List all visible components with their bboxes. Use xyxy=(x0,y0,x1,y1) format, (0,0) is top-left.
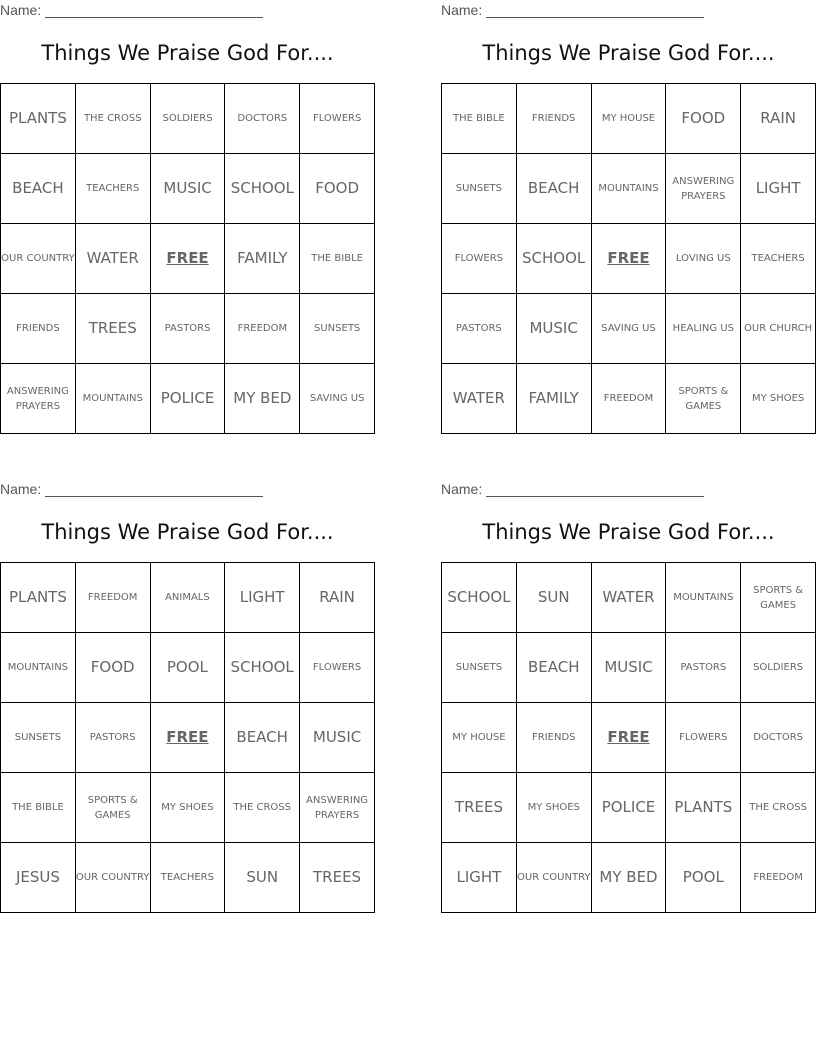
bingo-cell[interactable]: SCHOOL xyxy=(516,224,591,294)
bingo-cell[interactable]: MOUNTAINS xyxy=(666,563,741,633)
bingo-cell[interactable]: DOCTORS xyxy=(225,84,300,154)
bingo-cell[interactable]: ANSWERING PRAYERS xyxy=(300,773,375,843)
bingo-cell[interactable]: PASTORS xyxy=(75,703,150,773)
bingo-cell[interactable]: SCHOOL xyxy=(442,563,517,633)
bingo-cell[interactable]: FOOD xyxy=(300,154,375,224)
bingo-cell[interactable]: LIGHT xyxy=(741,154,816,224)
bingo-cell[interactable]: FAMILY xyxy=(516,364,591,434)
bingo-cell[interactable]: FRIENDS xyxy=(1,294,76,364)
bingo-cell[interactable]: HEALING US xyxy=(666,294,741,364)
bingo-cell[interactable]: OUR COUNTRY xyxy=(75,843,150,913)
name-field[interactable] xyxy=(0,2,263,18)
bingo-cell[interactable]: THE CROSS xyxy=(75,84,150,154)
bingo-cell[interactable]: LOVING US xyxy=(666,224,741,294)
grid-row xyxy=(1,703,375,773)
grid-row xyxy=(1,154,375,224)
bingo-cell[interactable]: DOCTORS xyxy=(741,703,816,773)
grid-row xyxy=(442,154,816,224)
bingo-cell[interactable]: MY SHOES xyxy=(741,364,816,434)
bingo-cell[interactable]: FLOWERS xyxy=(300,84,375,154)
bingo-cell[interactable]: BEACH xyxy=(516,633,591,703)
name-label: Name: xyxy=(441,481,483,497)
bingo-cell[interactable]: MY HOUSE xyxy=(591,84,666,154)
bingo-cell[interactable]: FREEDOM xyxy=(741,843,816,913)
bingo-cell[interactable]: BEACH xyxy=(516,154,591,224)
bingo-cell[interactable]: MY BED xyxy=(225,364,300,434)
bingo-cell[interactable]: TEACHERS xyxy=(75,154,150,224)
bingo-cell[interactable]: FREEDOM xyxy=(591,364,666,434)
bingo-cell[interactable]: ANSWERING PRAYERS xyxy=(1,364,76,434)
bingo-cell[interactable]: THE CROSS xyxy=(741,773,816,843)
bingo-cell[interactable]: OUR COUNTRY xyxy=(516,843,591,913)
name-line[interactable] xyxy=(486,483,704,497)
grid-row xyxy=(1,294,375,364)
name-field[interactable] xyxy=(441,2,704,18)
free-space[interactable]: FREE xyxy=(150,224,225,294)
bingo-cell[interactable]: MOUNTAINS xyxy=(75,364,150,434)
bingo-cell[interactable]: MY SHOES xyxy=(150,773,225,843)
grid-row xyxy=(442,364,816,434)
bingo-cell[interactable]: FLOWERS xyxy=(300,633,375,703)
bingo-cell[interactable]: SUNSETS xyxy=(442,154,517,224)
bingo-cell[interactable]: ANSWERING PRAYERS xyxy=(666,154,741,224)
bingo-cell[interactable]: TREES xyxy=(75,294,150,364)
name-line[interactable] xyxy=(45,4,263,18)
grid-row xyxy=(1,633,375,703)
bingo-cell[interactable]: MUSIC xyxy=(516,294,591,364)
bingo-cell[interactable]: PASTORS xyxy=(666,633,741,703)
bingo-cell[interactable]: THE CROSS xyxy=(225,773,300,843)
bingo-cell[interactable]: WATER xyxy=(75,224,150,294)
bingo-cell[interactable]: SAVING US xyxy=(591,294,666,364)
bingo-cell[interactable]: FRIENDS xyxy=(516,703,591,773)
bingo-cell[interactable]: PASTORS xyxy=(442,294,517,364)
bingo-cell[interactable]: MUSIC xyxy=(300,703,375,773)
grid-row xyxy=(442,703,816,773)
grid-row xyxy=(1,843,375,913)
bingo-cell[interactable]: TEACHERS xyxy=(741,224,816,294)
grid-row xyxy=(1,773,375,843)
bingo-cell[interactable]: POOL xyxy=(666,843,741,913)
free-space[interactable]: FREE xyxy=(591,703,666,773)
bingo-cell[interactable]: ANIMALS xyxy=(150,563,225,633)
grid-row xyxy=(1,364,375,434)
bingo-cell[interactable]: SOLDIERS xyxy=(150,84,225,154)
bingo-cell[interactable]: PLANTS xyxy=(1,84,76,154)
bingo-cell[interactable]: MUSIC xyxy=(591,633,666,703)
bingo-cell[interactable]: SUN xyxy=(225,843,300,913)
bingo-cell[interactable]: MY BED xyxy=(591,843,666,913)
bingo-cell[interactable]: SUN xyxy=(516,563,591,633)
grid-row xyxy=(442,563,816,633)
bingo-grid xyxy=(0,83,375,434)
grid-row xyxy=(442,633,816,703)
bingo-cell[interactable]: OUR COUNTRY xyxy=(1,224,76,294)
bingo-grid xyxy=(441,562,816,913)
bingo-cell[interactable]: JESUS xyxy=(1,843,76,913)
card-title: Things We Praise God For.... xyxy=(482,41,775,65)
bingo-cell[interactable]: POOL xyxy=(150,633,225,703)
bingo-grid xyxy=(441,83,816,434)
grid-row xyxy=(442,84,816,154)
bingo-cell[interactable]: SPORTS & GAMES xyxy=(741,563,816,633)
bingo-cell[interactable]: POLICE xyxy=(591,773,666,843)
bingo-cell[interactable]: THE BIBLE xyxy=(1,773,76,843)
bingo-cell[interactable]: BEACH xyxy=(225,703,300,773)
bingo-cell[interactable]: FOOD xyxy=(666,84,741,154)
bingo-cell[interactable]: PASTORS xyxy=(150,294,225,364)
bingo-cell[interactable]: MOUNTAINS xyxy=(591,154,666,224)
bingo-cell[interactable]: WATER xyxy=(591,563,666,633)
bingo-cell[interactable]: SUNSETS xyxy=(300,294,375,364)
bingo-cell[interactable]: RAIN xyxy=(300,563,375,633)
grid-row xyxy=(1,84,375,154)
bingo-cell[interactable]: TEACHERS xyxy=(150,843,225,913)
bingo-cell[interactable]: FRIENDS xyxy=(516,84,591,154)
bingo-cell[interactable]: SUNSETS xyxy=(1,703,76,773)
bingo-cell[interactable]: THE BIBLE xyxy=(442,84,517,154)
bingo-cell[interactable]: SAVING US xyxy=(300,364,375,434)
bingo-cell[interactable]: SUNSETS xyxy=(442,633,517,703)
name-line[interactable] xyxy=(486,4,704,18)
bingo-cell[interactable]: POLICE xyxy=(150,364,225,434)
name-label: Name: xyxy=(0,2,42,18)
bingo-cell[interactable]: LIGHT xyxy=(442,843,517,913)
bingo-cell[interactable]: TREES xyxy=(442,773,517,843)
bingo-cell[interactable]: TREES xyxy=(300,843,375,913)
grid-row xyxy=(1,563,375,633)
bingo-cell[interactable]: SCHOOL xyxy=(225,154,300,224)
bingo-cell[interactable]: FLOWERS xyxy=(666,703,741,773)
bingo-cell[interactable]: MY HOUSE xyxy=(442,703,517,773)
bingo-grid xyxy=(0,562,375,913)
grid-row xyxy=(1,224,375,294)
bingo-cell[interactable]: FOOD xyxy=(75,633,150,703)
bingo-cell[interactable]: RAIN xyxy=(741,84,816,154)
bingo-cell[interactable]: MOUNTAINS xyxy=(1,633,76,703)
bingo-cell[interactable]: PLANTS xyxy=(1,563,76,633)
grid-row xyxy=(442,773,816,843)
card-title: Things We Praise God For.... xyxy=(41,41,334,65)
bingo-cell[interactable]: THE BIBLE xyxy=(300,224,375,294)
bingo-cell[interactable]: PLANTS xyxy=(666,773,741,843)
bingo-cell[interactable]: FLOWERS xyxy=(442,224,517,294)
bingo-cell[interactable]: OUR CHURCH xyxy=(741,294,816,364)
bingo-cell[interactable]: WATER xyxy=(442,364,517,434)
grid-row xyxy=(442,843,816,913)
grid-row xyxy=(442,294,816,364)
bingo-cell[interactable]: MY SHOES xyxy=(516,773,591,843)
bingo-cell[interactable]: MUSIC xyxy=(150,154,225,224)
bingo-cell[interactable]: FREEDOM xyxy=(225,294,300,364)
bingo-cell[interactable]: LIGHT xyxy=(225,563,300,633)
name-label: Name: xyxy=(0,481,42,497)
bingo-cell[interactable]: FAMILY xyxy=(225,224,300,294)
free-space[interactable]: FREE xyxy=(591,224,666,294)
bingo-cell[interactable]: SOLDIERS xyxy=(741,633,816,703)
free-space[interactable]: FREE xyxy=(150,703,225,773)
grid-row xyxy=(442,224,816,294)
card-title: Things We Praise God For.... xyxy=(41,520,334,544)
bingo-cell[interactable]: SCHOOL xyxy=(225,633,300,703)
bingo-cell[interactable]: SPORTS & GAMES xyxy=(75,773,150,843)
bingo-cell[interactable]: BEACH xyxy=(1,154,76,224)
bingo-cell[interactable]: SPORTS & GAMES xyxy=(666,364,741,434)
name-field[interactable] xyxy=(441,481,704,497)
name-label: Name: xyxy=(441,2,483,18)
bingo-cell[interactable]: FREEDOM xyxy=(75,563,150,633)
name-field[interactable] xyxy=(0,481,263,497)
card-title: Things We Praise God For.... xyxy=(482,520,775,544)
name-line[interactable] xyxy=(45,483,263,497)
